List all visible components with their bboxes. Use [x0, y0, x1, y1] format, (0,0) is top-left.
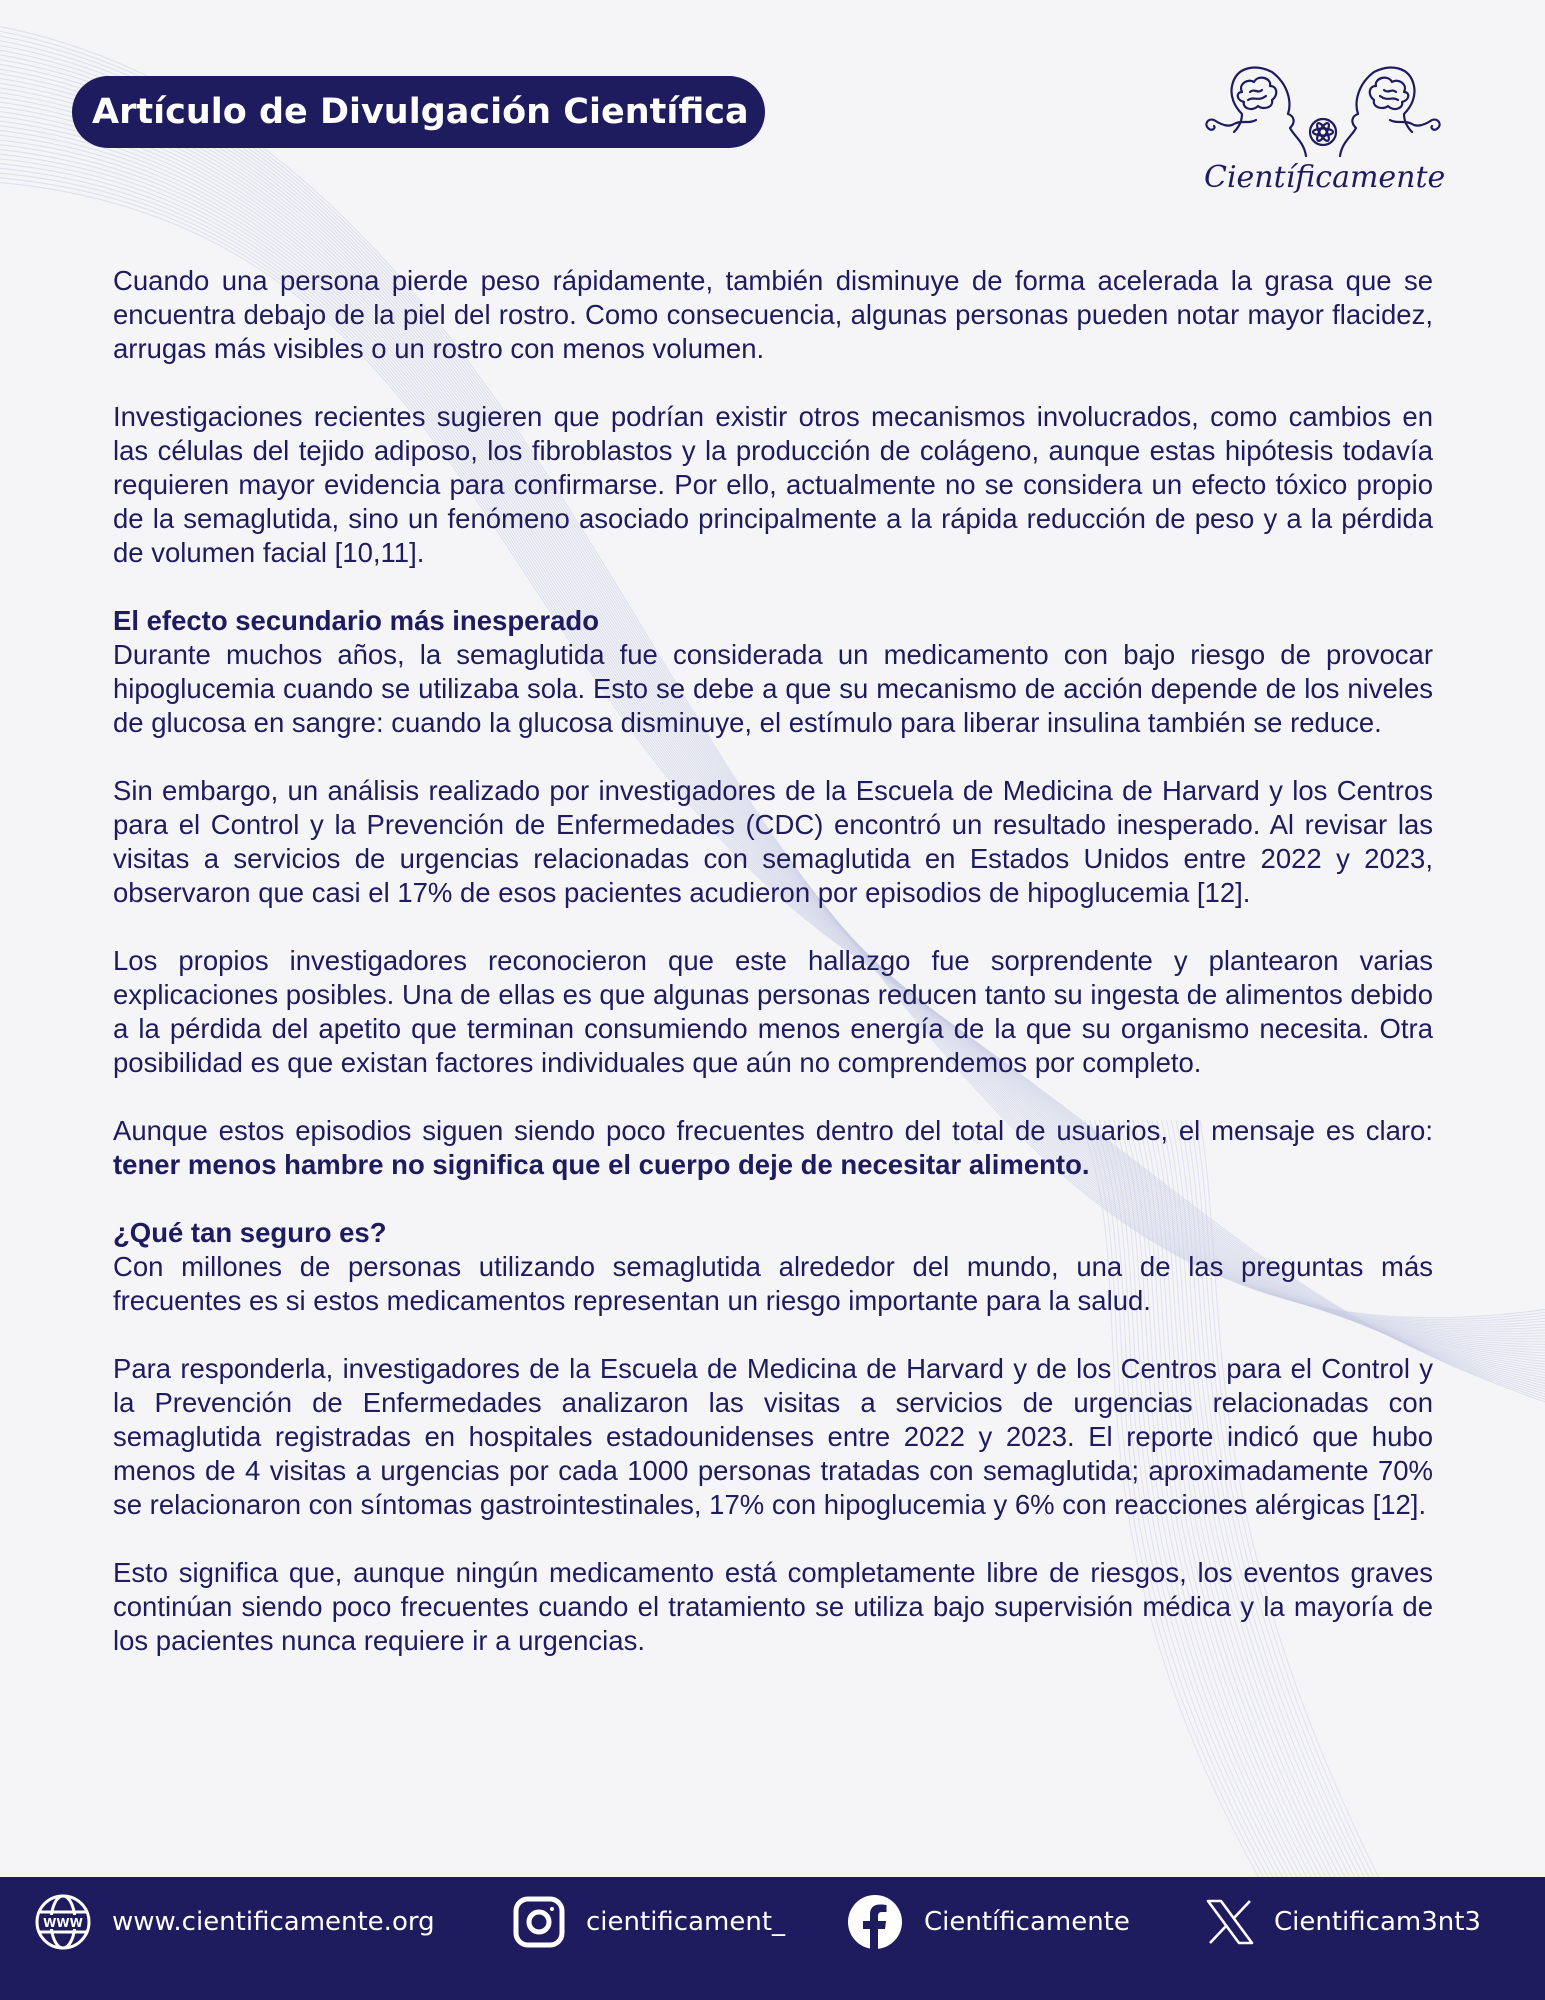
paragraph: Los propios investigadores reconocieron que este hallazgo fue sorprendente y plantearon varias explicaciones posibles. Una de ellas es que algunas personas reducen tanto su ingesta de alimentos debido a la pérdida del apetito que terminan consumiendo menos energía de la que su organismo necesita. Otra posibilidad es que existan factores individuales que aún no comprendemos por completo.: [113, 945, 1433, 1078]
section-heading: ¿Qué tan seguro es?: [113, 1217, 387, 1248]
instagram-icon: [512, 1895, 566, 1949]
footer-instagram[interactable]: [512, 1877, 785, 1967]
article-body: [113, 264, 1433, 1692]
paragraph-text: Aunque estos episodios siguen siendo poco frecuentes dentro del total de usuarios, el mensaje es claro:: [113, 1115, 1433, 1146]
globe-www-icon: [34, 1893, 92, 1951]
paragraph: Esto significa que, aunque ningún medicamento está completamente libre de riesgos, los eventos graves continúan siendo poco frecuentes cuando el tratamiento se utiliza bajo supervisión médica y la mayoría de los pacientes nunca requiere ir a urgencias.: [113, 1557, 1433, 1656]
two-heads-brains-atom-icon: [1198, 62, 1448, 162]
article-type-banner: [72, 76, 765, 148]
section-heading: El efecto secundario más inesperado: [113, 605, 600, 636]
paragraph: Con millones de personas utilizando semaglutida alrededor del mundo, una de las preguntas más frecuentes es si estos medicamentos representan un riesgo importante para la salud.: [113, 1251, 1433, 1316]
footer-x[interactable]: [1206, 1877, 1481, 1967]
x-logo-icon: [1206, 1899, 1254, 1945]
website-link[interactable]: www.cientificamente.org: [112, 1907, 435, 1937]
cientificamente-logo: [1198, 62, 1448, 212]
article-type-title: Artículo de Divulgación Científica: [92, 92, 749, 132]
paragraph: Sin embargo, un análisis realizado por investigadores de la Escuela de Medicina de Harvard y los Centros para el Control y la Prevención de Enfermedades (CDC) encontró un resultado inesperado. Al revisar las visitas a servicios de urgencias relacionadas con semaglutida en Estados Unidos entre 2022 y 2023, observaron que casi el 17% de esos pacientes acudieron por episodios de hipoglucemia [12].: [113, 775, 1433, 908]
paragraph: Investigaciones recientes sugieren que podrían existir otros mecanismos involucrados, como cambios en las células del tejido adiposo, los fibroblastos y la producción de colágeno, aunque estas hipótesis todavía requieren mayor evidencia para confirmarse. Por ello, actualmente no se considera un efecto tóxico propio de la semaglutida, sino un fenómeno asociado principalmente a la rápida reducción de peso y a la pérdida de volumen facial [10,11].: [113, 401, 1433, 568]
facebook-icon: [846, 1893, 904, 1951]
paragraph: Durante muchos años, la semaglutida fue considerada un medicamento con bajo riesgo de provocar hipoglucemia cuando se utilizaba sola. Esto se debe a que su mecanismo de acción depende de los niveles de glucosa en sangre: cuando la glucosa disminuye, el estímulo para liberar insulina también se reduce.: [113, 639, 1433, 738]
instagram-handle[interactable]: cientificament_: [586, 1907, 786, 1937]
footer-contact-bar: [0, 1877, 1545, 2000]
svg-text:WWW: WWW: [43, 1916, 83, 1930]
facebook-page[interactable]: Científicamente: [924, 1907, 1130, 1937]
paragraph: Cuando una persona pierde peso rápidamente, también disminuye de forma acelerada la grasa que se encuentra debajo de la piel del rostro. Como consecuencia, algunas personas pueden notar mayor flacidez, arrugas más visibles o un rostro con menos volumen.: [113, 265, 1433, 364]
paragraph: Para responderla, investigadores de la Escuela de Medicina de Harvard y de los Centros para el Control y la Prevención de Enfermedades analizaron las visitas a servicios de urgencias relacionadas con semaglutida registradas en hospitales estadounidenses entre 2022 y 2023. El reporte indicó que hubo menos de 4 visitas a urgencias por cada 1000 personas tratadas con semaglutida; aproximadamente 70% se relacionaron con síntomas gastrointestinales, 17% con hipoglucemia y 6% con reacciones alérgicas [12].: [113, 1353, 1433, 1520]
key-message: tener menos hambre no significa que el cuerpo deje de necesitar alimento.: [113, 1149, 1090, 1180]
x-handle[interactable]: Cientificam3nt3: [1274, 1907, 1481, 1937]
footer-website[interactable]: [34, 1877, 435, 1967]
paragraph: [113, 1114, 1433, 1182]
logo-wordmark: Científicamente: [1204, 160, 1446, 195]
footer-facebook[interactable]: [846, 1877, 1130, 1967]
